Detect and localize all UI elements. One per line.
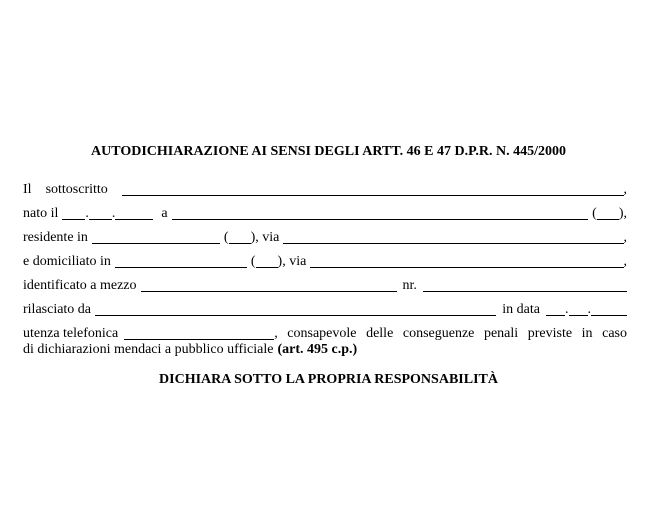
birth-day-field[interactable] bbox=[62, 206, 85, 220]
form-line-residente bbox=[23, 228, 627, 246]
label-rilasciato-da: rilasciato da bbox=[23, 302, 92, 317]
sottoscritto-name-field[interactable] bbox=[122, 182, 624, 196]
comma: , bbox=[623, 254, 627, 269]
comma: , bbox=[623, 182, 627, 197]
id-document-type-field[interactable] bbox=[141, 278, 397, 292]
form-line-dichiarazioni bbox=[23, 340, 627, 358]
form-line-domiciliato bbox=[23, 252, 627, 270]
birth-month-field[interactable] bbox=[89, 206, 112, 220]
birth-year-field[interactable] bbox=[115, 206, 153, 220]
label-domiciliato-in: e domiciliato in bbox=[23, 254, 111, 269]
label-utenza-telefonica: utenza telefonica bbox=[23, 326, 119, 341]
form-line-sottoscritto bbox=[23, 180, 627, 198]
label-sottoscritto: sottoscritto bbox=[45, 182, 108, 197]
date-separator: . bbox=[587, 302, 591, 317]
issuer-field[interactable] bbox=[95, 302, 496, 316]
label-via: ), via bbox=[250, 230, 280, 245]
label-in-data: in data bbox=[502, 302, 540, 317]
paren-open: ( bbox=[223, 230, 229, 245]
phone-field[interactable] bbox=[124, 326, 274, 340]
id-document-number-field[interactable] bbox=[423, 278, 627, 292]
declaration-heading: DICHIARA SOTTO LA PROPRIA RESPONSABILITÀ bbox=[159, 372, 498, 387]
consapevole-text: , consapevole delle conseguenze penali previste in caso bbox=[274, 326, 627, 341]
comma: , bbox=[623, 230, 627, 245]
label-il: Il bbox=[23, 182, 32, 197]
paren-close: ), bbox=[618, 206, 627, 221]
date-separator: . bbox=[111, 206, 116, 221]
paren-open: ( bbox=[250, 254, 256, 269]
art-495-reference: (art. 495 c.p.) bbox=[277, 342, 358, 357]
domicile-province-field[interactable] bbox=[256, 254, 278, 268]
form-line-rilasciato bbox=[23, 300, 627, 318]
domicile-city-field[interactable] bbox=[115, 254, 247, 268]
label-nr: nr. bbox=[402, 278, 417, 293]
date-separator: . bbox=[85, 206, 89, 221]
document-title: AUTODICHIARAZIONE AI SENSI DEGLI ARTT. 46 E 47 D.P.R. N. 445/2000 bbox=[91, 144, 566, 159]
form-line-identificato bbox=[23, 276, 627, 294]
label-a: a bbox=[161, 206, 168, 221]
residence-street-field[interactable] bbox=[283, 230, 623, 244]
issue-month-field[interactable] bbox=[569, 302, 588, 316]
issue-day-field[interactable] bbox=[546, 302, 565, 316]
issue-year-field[interactable] bbox=[591, 302, 627, 316]
dichiarazioni-text: di dichiarazioni mendaci a pubblico ufficiale bbox=[23, 342, 274, 357]
residence-province-field[interactable] bbox=[229, 230, 251, 244]
residence-city-field[interactable] bbox=[92, 230, 220, 244]
label-residente-in: residente in bbox=[23, 230, 88, 245]
label-identificato: identificato a mezzo bbox=[23, 278, 137, 293]
date-separator: . bbox=[565, 302, 569, 317]
label-nato-il: nato il bbox=[23, 206, 59, 221]
domicile-street-field[interactable] bbox=[310, 254, 623, 268]
birth-province-field[interactable] bbox=[597, 206, 619, 220]
label-via: ), via bbox=[277, 254, 307, 269]
paren-open: ( bbox=[592, 206, 597, 221]
form-line-nato bbox=[23, 204, 627, 222]
birth-place-field[interactable] bbox=[172, 206, 589, 220]
